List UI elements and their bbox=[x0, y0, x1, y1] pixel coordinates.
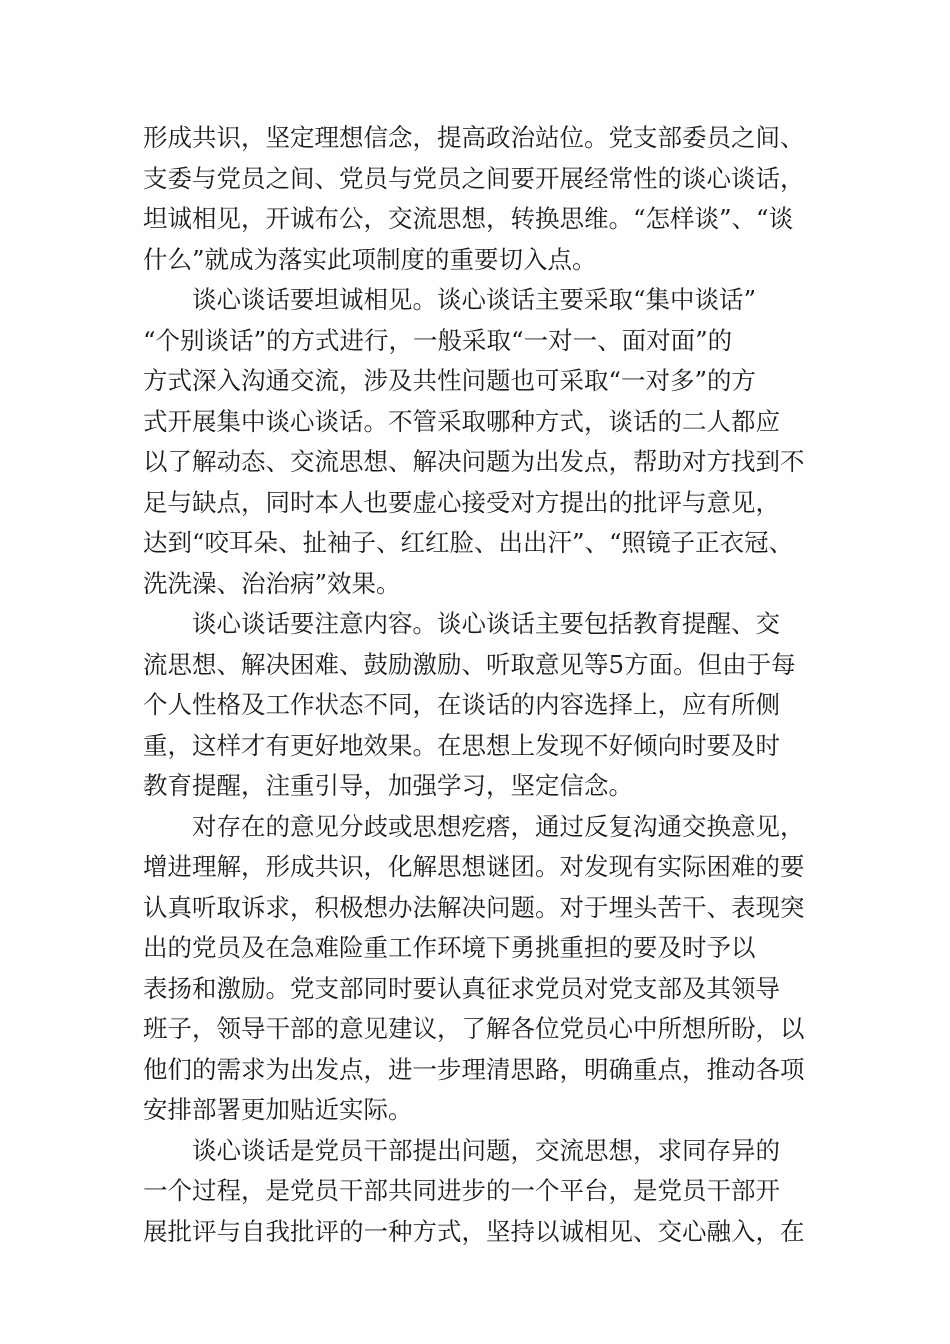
text-line: 洗洗澡、治治病”效果。 bbox=[143, 568, 401, 598]
text-line: 方式深入沟通交流，涉及共性问题也可采取“一对多”的方 bbox=[143, 366, 757, 395]
text-line: 谈心谈话是党员干部提出问题，交流思想，求同存异的 bbox=[192, 1135, 780, 1165]
paragraph-2 bbox=[143, 280, 811, 604]
text-line: 出的党员及在急难险重工作环境下勇挑重担的要及时予以 bbox=[143, 933, 756, 962]
paragraph-1 bbox=[143, 118, 811, 280]
text-line: 展批评与自我批评的一种方式，坚持以诚相见、交心融入，在 bbox=[143, 1216, 805, 1246]
text-line: 对存在的意见分歧或思想疙瘩，通过反复沟通交换意见， bbox=[192, 811, 805, 841]
text-line: 表扬和激励。党支部同时要认真征求党员对党支部及其领导 bbox=[143, 973, 780, 1003]
text-line: 什么”就成为落实此项制度的重要切入点。 bbox=[143, 244, 597, 274]
text-line: 支委与党员之间、党员与党员之间要开展经常性的谈心谈话， bbox=[143, 163, 805, 193]
text-line: 式开展集中谈心谈话。不管采取哪种方式，谈话的二人都应 bbox=[143, 406, 780, 436]
text-line: 一个过程，是党员干部共同进步的一个平台，是党员干部开 bbox=[143, 1176, 780, 1205]
paragraph-5 bbox=[143, 1131, 811, 1253]
text-line: 教育提醒，注重引导，加强学习，坚定信念。 bbox=[143, 771, 633, 800]
text-line: 谈心谈话要坦诚相见。谈心谈话主要采取“集中谈话” bbox=[192, 285, 757, 314]
paragraph-3 bbox=[143, 604, 811, 807]
text-line: 认真听取诉求，积极想办法解决问题。对于埋头苦干、表现突 bbox=[143, 892, 805, 922]
paragraph-4 bbox=[143, 807, 811, 1131]
text-line: 谈心谈话要注意内容。谈心谈话主要包括教育提醒、交 bbox=[192, 609, 780, 638]
text-line: 安排部署更加贴近实际。 bbox=[143, 1095, 413, 1124]
text-line: “个别谈话”的方式进行，一般采取“一对一、面对面”的 bbox=[143, 325, 733, 355]
text-line: 足与缺点，同时本人也要虚心接受对方提出的批评与意见， bbox=[143, 487, 780, 517]
document-body bbox=[143, 118, 811, 1252]
text-line: 班子，领导干部的意见建议，了解各位党员心中所想所盼，以 bbox=[143, 1014, 805, 1043]
text-line: 个人性格及工作状态不同，在谈话的内容选择上，应有所侧 bbox=[143, 690, 780, 719]
text-line: 流思想、解决困难、鼓励激励、听取意见等5方面。但由于每 bbox=[143, 649, 796, 679]
text-line: 他们的需求为出发点，进一步理清思路，明确重点，推动各项 bbox=[143, 1054, 805, 1084]
text-line: 以了解动态、交流思想、解决问题为出发点，帮助对方找到不 bbox=[143, 447, 805, 476]
text-line: 增进理解，形成共识，化解思想谜团。对发现有实际困难的要 bbox=[143, 852, 805, 881]
text-line: 达到“咬耳朵、扯袖子、红红脸、出出汗”、“照镜子正衣冠、 bbox=[143, 528, 794, 557]
text-line: 形成共识，坚定理想信念，提高政治站位。党支部委员之间、 bbox=[143, 123, 805, 152]
text-line: 重，这样才有更好地效果。在思想上发现不好倾向时要及时 bbox=[143, 730, 780, 760]
text-line: 坦诚相见，开诚布公，交流思想，转换思维。“怎样谈”、“谈 bbox=[143, 204, 794, 233]
